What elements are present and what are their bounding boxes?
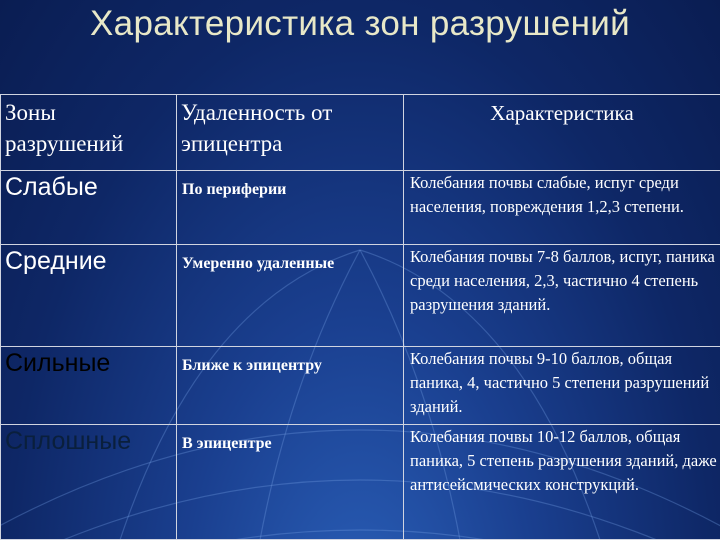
table-row <box>1 171 720 245</box>
zone-name: Средние <box>1 245 177 347</box>
zones-table <box>0 94 720 540</box>
table-header-row <box>1 95 720 171</box>
header-characteristic: Характеристика <box>404 95 720 171</box>
characteristic-cell: Колебания почвы 7-8 баллов, испуг, паника среди населения, 2,3, частично 4 степень разрушения зданий. <box>404 245 720 347</box>
zone-name: Слабые <box>1 171 177 245</box>
distance-cell: В эпицентре <box>177 425 404 540</box>
table-row <box>1 347 720 425</box>
characteristic-cell: Колебания почвы 10-12 баллов, общая паника, 5 степень разрушения зданий, даже антисейсмических конструкций. <box>404 425 720 540</box>
header-distance: Удаленность от эпицентра <box>177 95 404 171</box>
distance-cell: Ближе к эпицентру <box>177 347 404 425</box>
characteristic-cell: Колебания почвы слабые, испуг среди населения, повреждения 1,2,3 степени. <box>404 171 720 245</box>
page-title: Характеристика зон разрушений <box>90 4 630 43</box>
characteristic-cell: Колебания почвы 9-10 баллов, общая паника, 4, частично 5 степени разрушений зданий. <box>404 347 720 425</box>
header-zone: Зоны разрушений <box>1 95 177 171</box>
zone-name: Сплошные <box>1 425 177 540</box>
table-row <box>1 425 720 540</box>
table-row <box>1 245 720 347</box>
distance-cell: По периферии <box>177 171 404 245</box>
distance-cell: Умеренно удаленные <box>177 245 404 347</box>
zone-name: Сильные <box>1 347 177 425</box>
